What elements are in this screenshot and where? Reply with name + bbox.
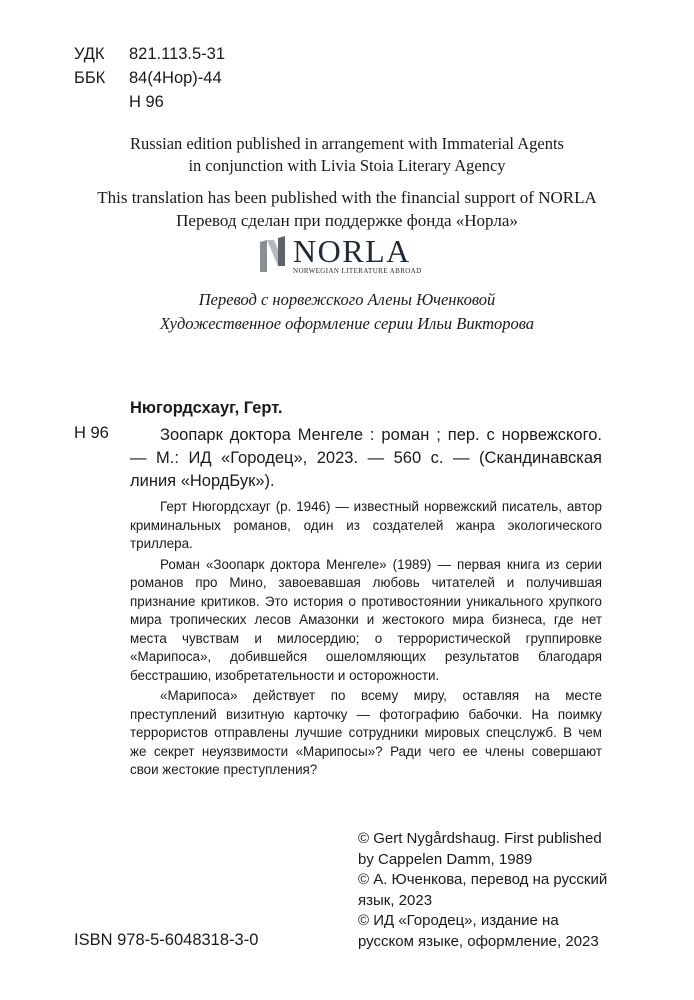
logo-wordmark: NORLA: [293, 233, 411, 269]
support-notice: [40, 186, 654, 232]
rights-line-1: Russian edition published in arrangement with Immaterial Agents: [130, 134, 564, 153]
rights-line-2: in conjunction with Livia Stoia Literary Agency: [188, 156, 506, 175]
logo-subtitle: NORWEGIAN LITERATURE ABROAD: [293, 267, 422, 275]
copyright-line: © Gert Nygårdshaug. First published by Cappelen Damm, 1989: [358, 830, 602, 868]
support-line-en: This translation has been published with the financial support of NORLA: [97, 188, 597, 207]
copyright-line: © А. Юченкова, перевод на русский язык, 2023: [358, 871, 608, 909]
norla-emblem-icon: [258, 236, 288, 272]
catalog-code: Н 96: [74, 424, 109, 442]
classification-codes: [74, 42, 225, 114]
support-line-ru: Перевод сделан при поддержке фонда «Норла»: [176, 211, 518, 230]
catalog-description-text: Зоопарк доктора Менгеле : роман ; пер. с норвежского. — М.: ИД «Городец», 2023. — 560 с. — (Скандинавская линия «НордБук»).: [130, 426, 602, 490]
udk-row: [74, 42, 225, 66]
design-credit: Художественное оформление серии Ильи Викторова: [159, 314, 535, 333]
copyright-block: [358, 829, 608, 952]
annotation: [130, 498, 602, 782]
copyright-line: © ИД «Городец», издание на русском языке, оформление, 2023: [358, 912, 599, 950]
catalog-description: [130, 424, 602, 493]
norla-logo: [258, 233, 422, 275]
catalog-author-heading: Нюгордсхауг, Герт.: [130, 399, 283, 417]
author-mark-row: [74, 90, 225, 114]
translator-credit: Перевод с норвежского Алены Юченковой: [198, 290, 496, 309]
bbk-value: 84(4Нор)-44: [129, 69, 222, 87]
udk-label: УДК: [74, 45, 105, 63]
udk-value: 821.113.5-31: [129, 45, 226, 63]
rights-notice: [40, 133, 654, 177]
bbk-label: ББК: [74, 69, 106, 87]
annotation-paragraph: «Марипоса» действует по всему миру, оставляя на месте преступлений визитную карточку — фотографию бабочки. На поимку террористов отправлены лучшие сотрудники мировых спецслужб. В чем же секрет неуязвимости «Марипосы»? Ради чего ее члены совершают свои жестокие преступления?: [130, 688, 602, 777]
author-mark: Н 96: [129, 93, 164, 111]
credits: [40, 288, 654, 336]
annotation-paragraph: Роман «Зоопарк доктора Менгеле» (1989) — первая книга из серии романов про Мино, завоевавшая любовь читателей и получившая признание критиков. Это история о противостоянии уникального хрупкого мира тропических лесов Амазонки и жестокого мира бизнеса, где нет места чувствам и милосердию; о террористической группировке «Марипоса», добившейся ошеломляющих результатов благодаря бесстрашию, изобретательности и осторожности.: [130, 556, 602, 683]
annotation-paragraph: Герт Нюгордсхауг (р. 1946) — известный норвежский писатель, автор криминальных романов, один из создателей жанра экологического триллера.: [130, 499, 602, 551]
bbk-row: [74, 66, 225, 90]
isbn: ISBN 978-5-6048318-3-0: [74, 931, 259, 949]
